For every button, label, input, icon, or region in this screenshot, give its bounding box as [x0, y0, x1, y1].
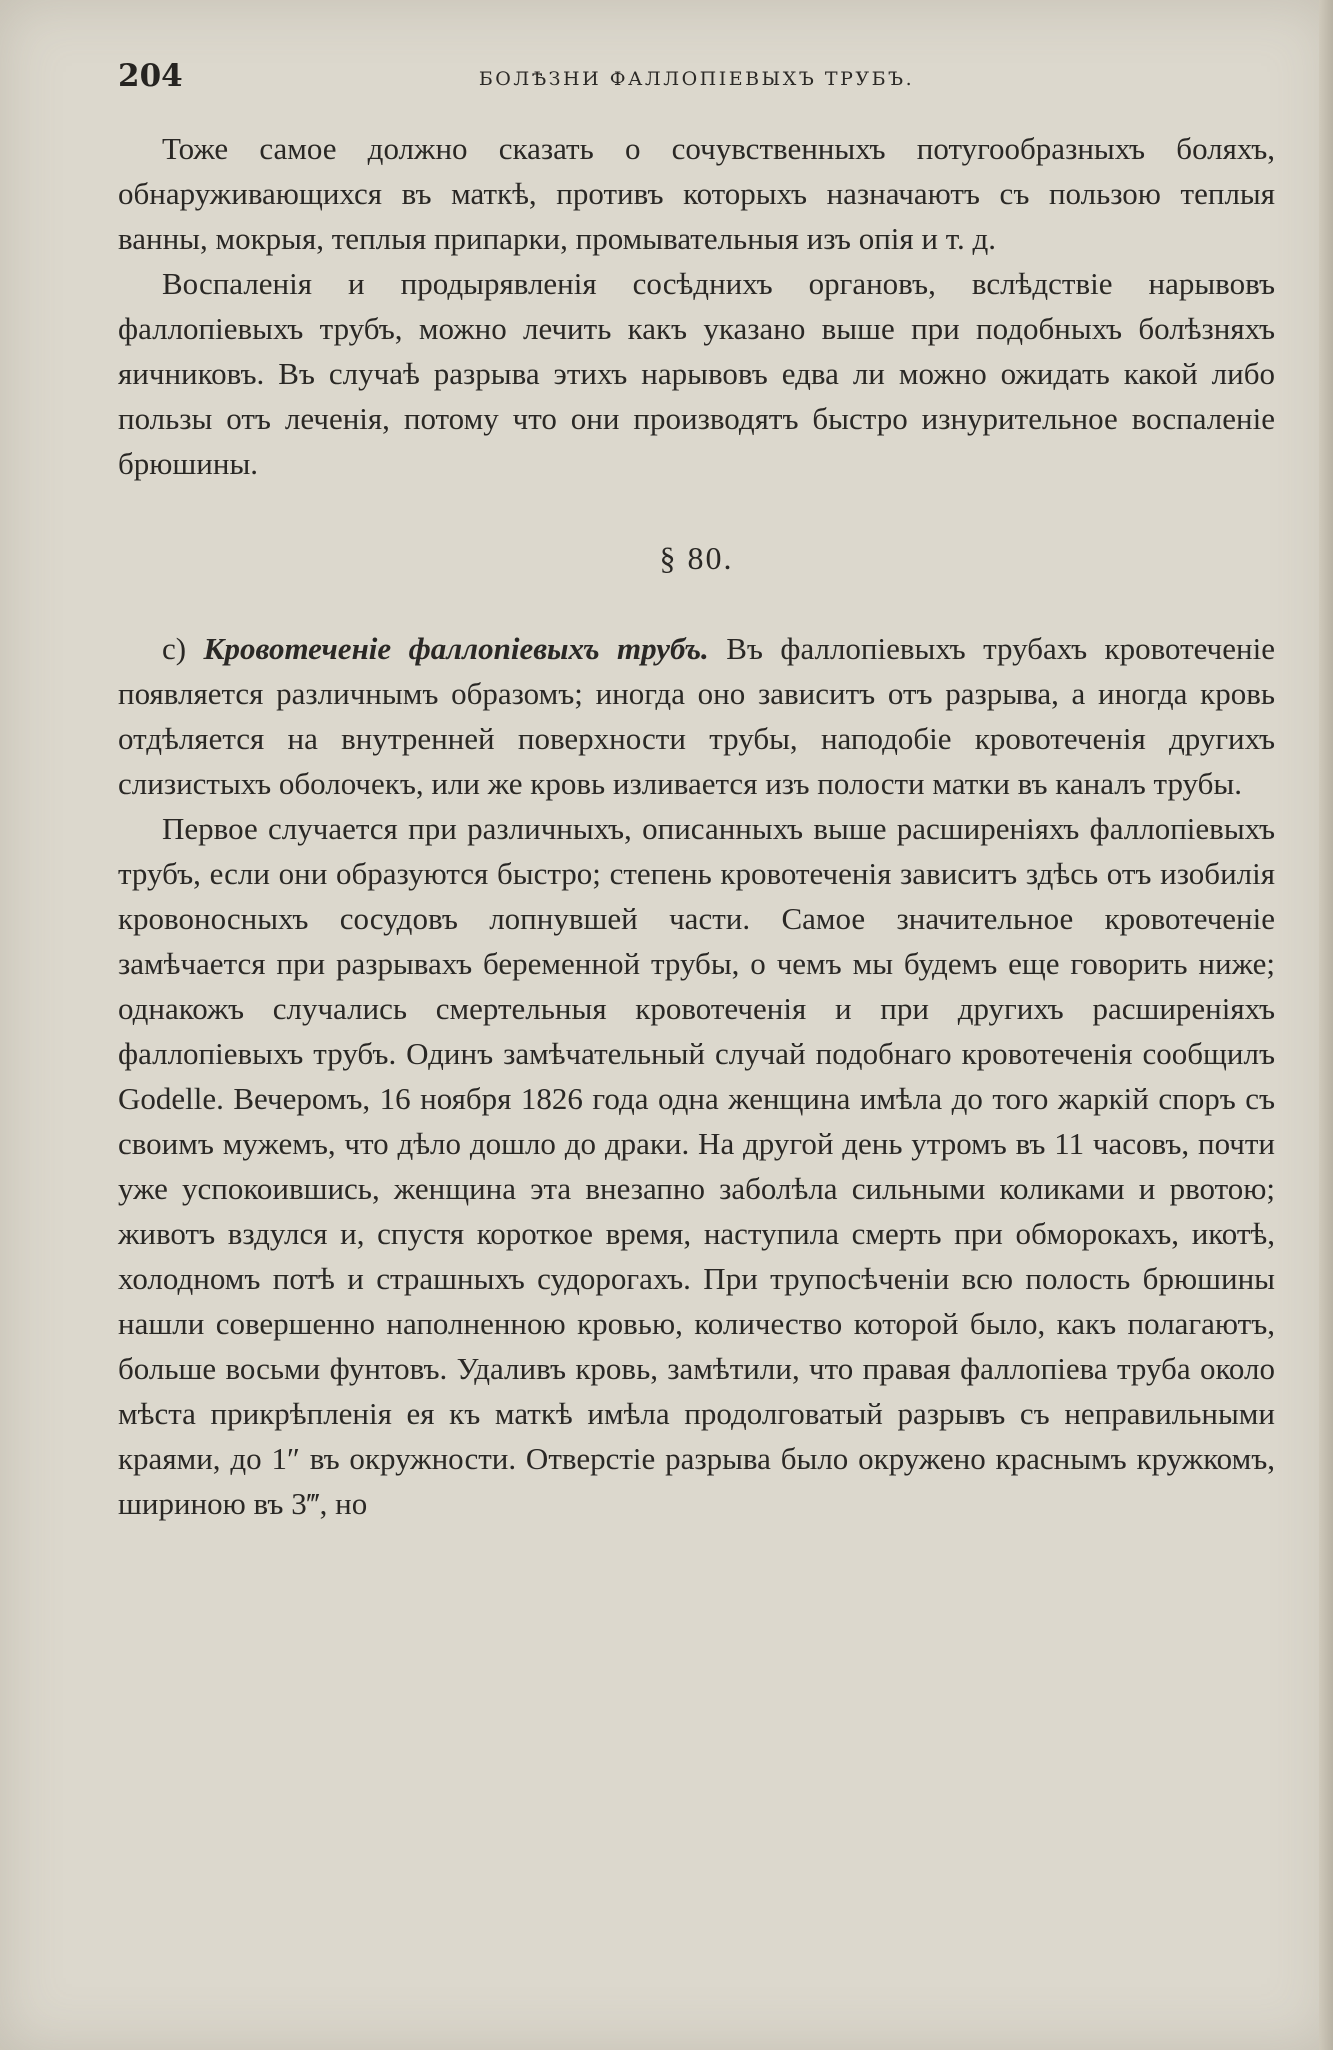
page-number: 204 [118, 58, 183, 94]
page-header [118, 58, 1275, 102]
list-marker: c) [162, 631, 204, 666]
subsection-heading: Кровотеченіе фаллопіевыхъ трубъ. [203, 631, 709, 666]
paragraph-1: Тоже самое должно сказать о сочувственныхъ потугообразныхъ боляхъ, обнаруживающихся въ маткѣ, противъ которыхъ назначаютъ съ пользою теплыя ванны, мокрыя, теплыя припарки, промывательныя изъ опія и т. д. [118, 131, 1275, 256]
section-heading: § 80. [659, 540, 734, 576]
page-edge-shadow [1319, 0, 1333, 2050]
running-title: БОЛѢЗНИ ФАЛЛОПІЕВЫХЪ ТРУБЪ. [478, 68, 915, 90]
paragraph-3-text: Въ фаллопіевыхъ трубахъ кровотеченіе появляется различнымъ образомъ; иногда оно зависитъ отъ разрыва, а иногда кровь отдѣляется на внутренней поверхности трубы, наподобіе кровотеченія другихъ слизистыхъ оболочекъ, или же кровь изливается изъ полости матки въ каналъ трубы. [118, 631, 1275, 801]
paragraph-3 [118, 626, 1275, 806]
paragraph-4: Первое случается при различныхъ, описанныхъ выше расширеніяхъ фаллопіевыхъ трубъ, если они образуются быстро; степень кровотеченія зависитъ здѣсь отъ изобилія кровоносныхъ сосудовъ лопнувшей части. Самое значительное кровотеченіе замѣчается при разрывахъ беременной трубы, о чемъ мы будемъ еще говорить ниже; однакожъ случались смертельныя кровотеченія и при другихъ расширеніяхъ фаллопіевыхъ трубъ. Одинъ замѣчательный случай подобнаго кровотеченія сообщилъ Godelle. Вечеромъ, 16 ноября 1826 года одна женщина имѣла до того жаркій споръ съ своимъ мужемъ, что дѣло дошло до драки. На другой день утромъ въ 11 часовъ, почти уже успокоившись, женщина эта внезапно заболѣла сильными коликами и рвотою; животъ вздулся и, спустя короткое время, наступила смерть при обморокахъ, икотѣ, холодномъ потѣ и страшныхъ судорогахъ. При трупосѣченіи всю полость брюшины нашли совершенно наполненною кровью, количество которой было, какъ полагаютъ, больше восьми фунтовъ. Удаливъ кровь, замѣтили, что правая фаллопіева труба около мѣста прикрѣпленія ея къ маткѣ имѣла продолговатый разрывъ съ неправильными краями, до 1″ въ окружности. Отверстіе разрыва было окружено краснымъ кружкомъ, шириною въ 3‴, но [118, 811, 1275, 1521]
paragraph-2: Воспаленія и продырявленія сосѣднихъ органовъ, вслѣдствіе нарывовъ фаллопіевыхъ трубъ, можно лечить какъ указано выше при подобныхъ болѣзняхъ яичниковъ. Въ случаѣ разрыва этихъ нарывовъ едва ли можно ожидать какой либо пользы отъ леченія, потому что они производятъ быстро изнурительное воспаленіе брюшины. [118, 266, 1275, 481]
body-text [118, 126, 1275, 1526]
